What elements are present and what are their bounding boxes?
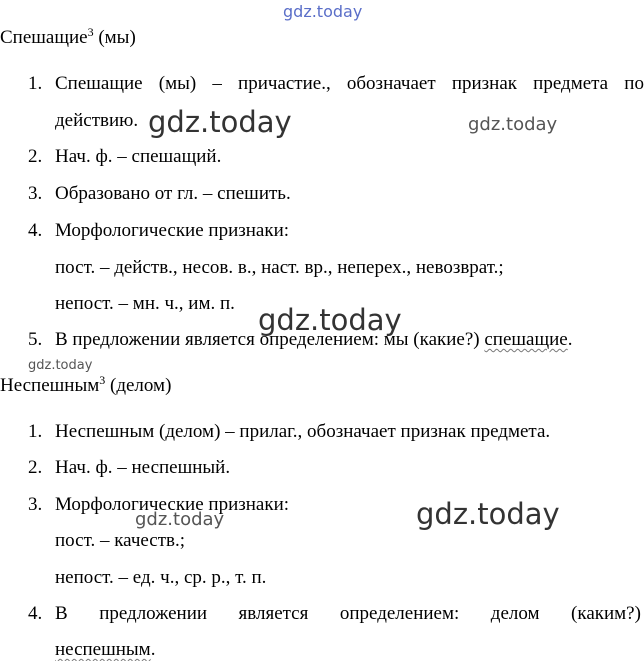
word: является [238,603,309,624]
word: (каким?) [571,603,641,624]
word: Спешащие [55,73,143,94]
underlined-word: спешащие [484,329,568,350]
word: делом [490,603,540,624]
word: определением: [339,603,460,624]
underlined-word: неспешным [55,639,151,660]
item-number: 2. [28,146,43,167]
item-number: 1. [28,73,43,94]
item-number: 1. [28,421,43,442]
punctuation: . [150,639,156,660]
item-subline: непост. – ед. ч., ср. р., т. п. [55,567,267,588]
section-heading [0,27,136,49]
item-text: Образовано от гл. – спешить. [55,183,291,204]
heading-superscript: 3 [87,25,94,39]
word: обозначает [346,73,436,94]
item-number: 3. [28,183,43,204]
item-number: 3. [28,494,43,515]
section-heading [0,375,171,397]
watermark: gdz.today [468,114,558,135]
watermark: gdz.today [416,497,560,531]
item-number: 2. [28,457,43,478]
item-text: Морфологические признаки: [55,220,290,241]
item-text: Морфологические признаки: [55,494,290,515]
heading-word: Спешащие [0,27,88,48]
item-continuation [55,639,155,661]
item-subline: непост. – мн. ч., им. п. [55,293,235,314]
item-text [55,73,644,95]
item-number: 4. [28,220,43,241]
item-text [55,603,641,625]
heading-word: Неспешным [0,375,100,396]
punctuation: . [567,329,573,350]
item-subline: пост. – качеств.; [55,530,186,551]
word: причастие., [238,73,331,94]
word: предложении [99,603,208,624]
watermark: gdz.today [148,105,292,139]
item-text: Нач. ф. – неспешный. [55,457,231,478]
word: – [212,73,222,94]
watermark: gdz.today [28,358,93,373]
item-continuation: действию. [55,110,139,131]
item-subline: пост. – действ., несов. в., наст. вр., неперех., невозврат.; [55,257,504,278]
word: признак [451,73,517,94]
heading-context: (делом) [110,375,172,396]
word: (мы) [158,73,197,94]
item-text: Неспешным (делом) – прилаг., обозначает признак предмета. [55,421,551,442]
item-text [55,329,572,351]
heading-superscript: 3 [99,373,106,387]
item-text-main: В предложении является определением: мы (какие?) [55,329,480,350]
watermark: gdz.today [135,509,225,530]
item-number: 5. [28,329,43,350]
watermark: gdz.today [283,2,363,21]
item-number: 4. [28,603,43,624]
word: В [55,603,68,624]
heading-context: (мы) [98,27,136,48]
item-text: Нач. ф. – спешащий. [55,146,222,167]
word: предмета [533,73,609,94]
word: по [624,73,644,94]
watermark: gdz.today [258,303,402,337]
